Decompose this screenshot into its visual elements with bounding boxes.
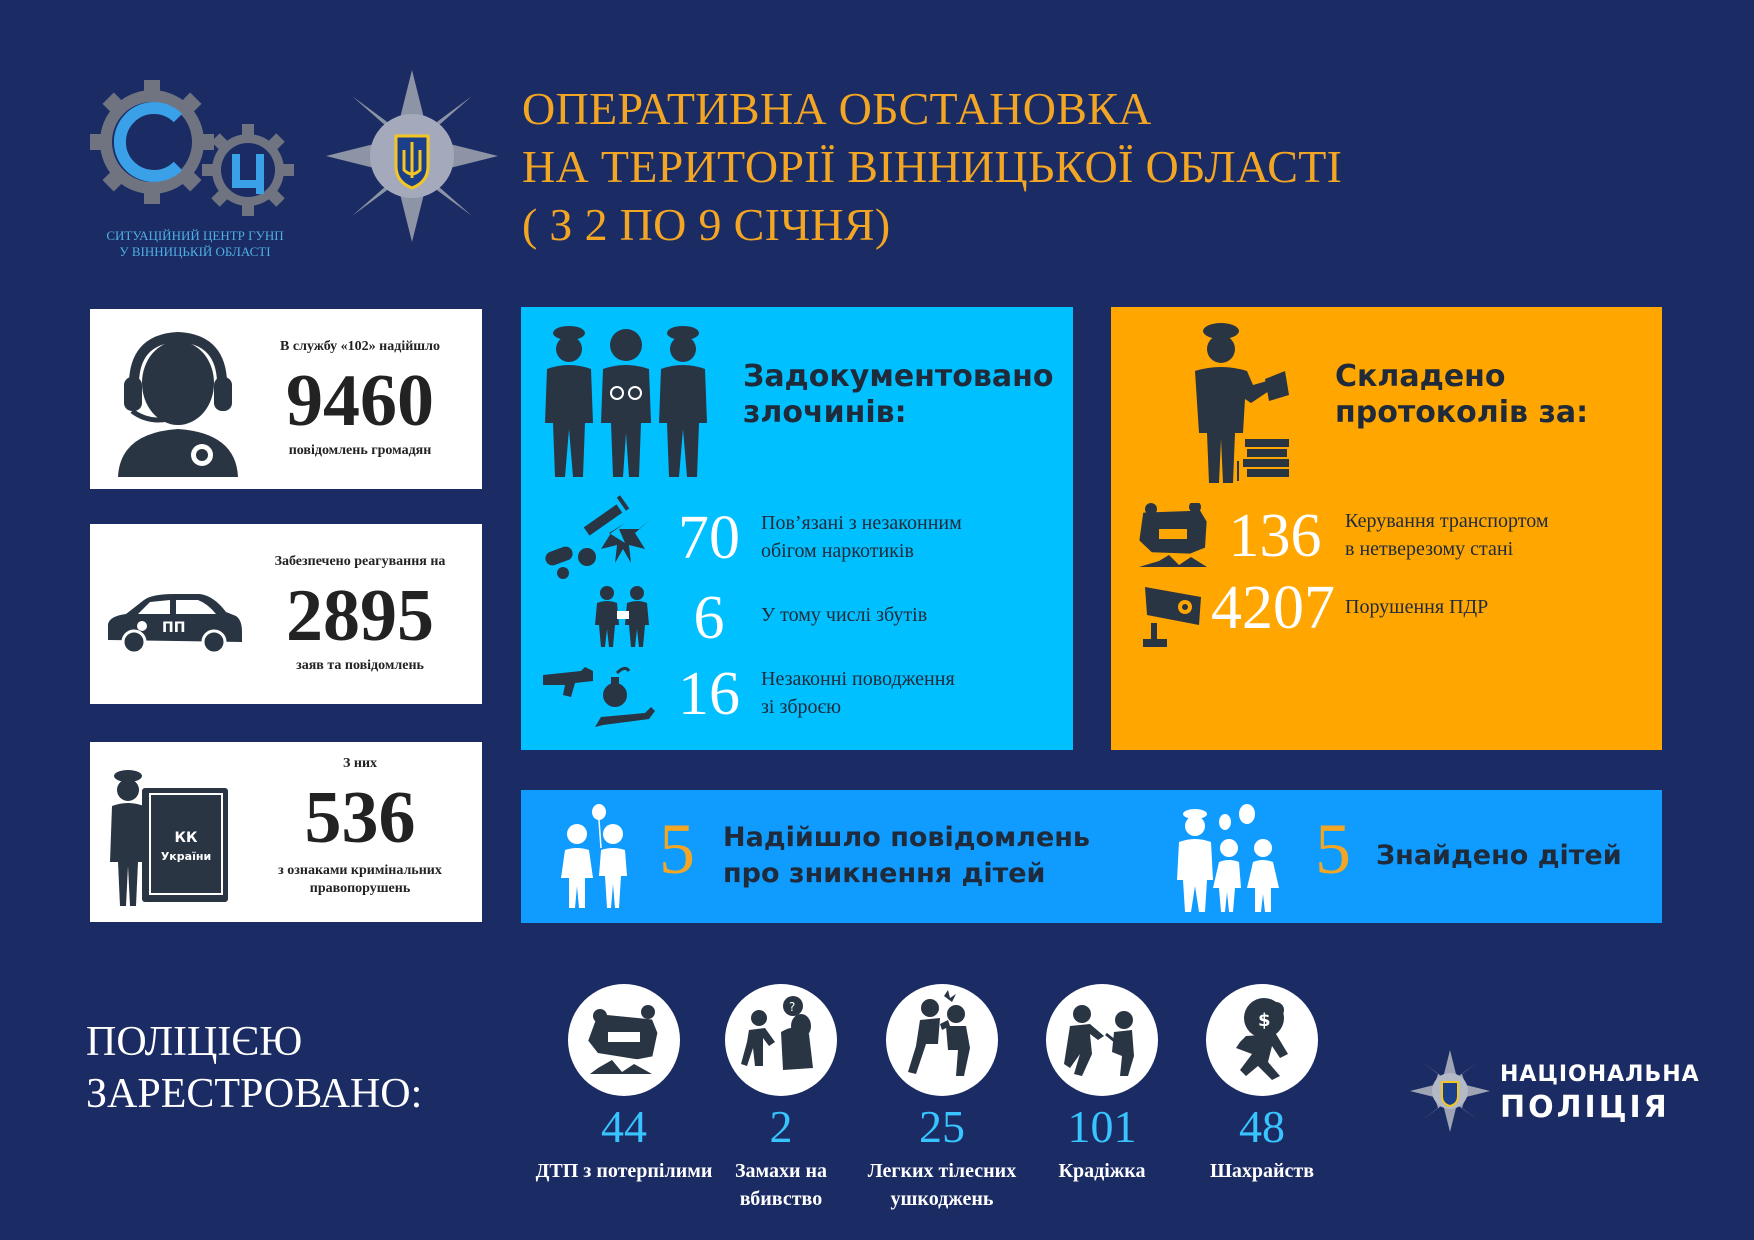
drugs-icon — [543, 495, 657, 579]
national-police-text-2: ПОЛІЦІЯ — [1500, 1090, 1670, 1125]
response-card-bottom-text: заяв та повідомлень — [296, 658, 424, 673]
codex-label-2: України — [160, 850, 212, 863]
theft-circle — [1046, 984, 1158, 1096]
situation-center-logo — [86, 76, 306, 226]
theft-value: 101 — [1067, 1101, 1137, 1152]
calls-card — [90, 309, 482, 489]
situation-center-caption: СИТУАЦІЙНИЙ ЦЕНТР ГУНП У ВІННИЦЬКІЙ ОБЛАСТІ — [106, 228, 284, 259]
criminal-card-value: 536 — [304, 777, 416, 859]
fraud-value: 48 — [1239, 1101, 1285, 1152]
found-children-value: 5 — [1315, 809, 1351, 889]
criminal-card — [90, 742, 482, 922]
national-police-text-1: НАЦІОНАЛЬНА — [1500, 1062, 1700, 1087]
fraud-circle — [1206, 984, 1318, 1096]
children-panel — [521, 790, 1662, 923]
question-mark: ? — [789, 1000, 796, 1014]
car-crash-circle — [568, 984, 680, 1096]
weapons-label: Незаконні поводження зі зброєю — [761, 668, 955, 718]
fraud-label: Шахрайств — [1209, 1160, 1315, 1182]
calls-card-top-text: В службу «102» надійшло — [280, 339, 440, 354]
attack-value: 2 — [769, 1101, 793, 1152]
operator-headset-icon — [108, 323, 248, 477]
car-label: ПП — [162, 620, 186, 636]
traffic-violations-value: 4207 — [1211, 574, 1335, 642]
sales-label: У тому числі збутів — [761, 604, 928, 626]
attack-icon — [725, 984, 837, 1096]
criminal-card-top-text: З них — [342, 756, 378, 771]
car-crash-label: ДТП з потерпілими — [535, 1160, 713, 1182]
drunk-driving-label: Керування транспортом в нетверезому стані — [1345, 510, 1549, 560]
criminal-card-bottom-text: з ознаками кримінальних правопорушень — [278, 863, 442, 896]
missing-children-icon — [557, 804, 637, 910]
response-card-value: 2895 — [286, 575, 434, 657]
missing-children-value: 5 — [659, 809, 695, 889]
found-children-label: Знайдено дітей — [1376, 840, 1622, 871]
drugs-value: 70 — [678, 504, 740, 572]
weapons-value: 16 — [678, 660, 740, 728]
fight-label: Легких тілесних ушкоджень — [867, 1160, 1017, 1210]
gears-icon — [86, 76, 306, 226]
fight-icon — [886, 984, 998, 1096]
car-crash-icon — [568, 984, 680, 1096]
theft-label: Крадіжка — [1058, 1160, 1146, 1182]
police-star-icon — [322, 66, 502, 246]
page-title: ОПЕРАТИВНА ОБСТАНОВКА НА ТЕРИТОРІЇ ВІННИЦЬКОЇ ОБЛАСТІ ( З 2 ПО 9 СІЧНЯ) — [522, 83, 1343, 250]
traffic-camera-icon — [1141, 585, 1207, 649]
crimes-heading: Задокументовано злочинів: — [743, 359, 1054, 430]
protocols-panel — [1111, 307, 1662, 750]
response-card — [90, 524, 482, 704]
registered-heading: ПОЛІЦІЄЮ ЗАРЕСТРОВАНО: — [86, 1019, 423, 1117]
drug-dealers-icon — [593, 585, 653, 647]
fight-value: 25 — [919, 1101, 965, 1152]
police-arrest-icon — [541, 323, 711, 477]
fraud-icon — [1206, 984, 1318, 1096]
drunk-driving-value: 136 — [1228, 502, 1322, 570]
weapons-icon — [541, 663, 657, 733]
codex-label-1: КК — [174, 830, 198, 846]
calls-card-value: 9460 — [286, 360, 434, 442]
response-card-top-text: Забезпечено реагування на — [274, 554, 446, 569]
national-police-logo — [1408, 1048, 1708, 1134]
overturned-car-icon — [1135, 503, 1211, 569]
car-crash-value: 44 — [601, 1101, 647, 1152]
missing-children-label: Надійшло повідомлень про зникнення дітей — [723, 822, 1090, 889]
calls-card-bottom-text: повідомлень громадян — [288, 443, 432, 458]
traffic-violations-label: Порушення ПДР — [1345, 596, 1489, 618]
theft-icon — [1046, 984, 1158, 1096]
police-star-logo — [322, 66, 502, 246]
attack-circle — [725, 984, 837, 1096]
dollar-sign: $ — [1258, 1010, 1271, 1031]
found-children-icon — [1177, 800, 1287, 912]
sales-value: 6 — [693, 584, 725, 652]
attack-label: Замахи на вбивство — [734, 1160, 828, 1210]
crimes-panel — [521, 307, 1073, 750]
officer-with-codex-icon — [104, 766, 244, 906]
national-police-star-icon — [1408, 1048, 1492, 1134]
officer-writing-ticket-icon — [1181, 321, 1291, 483]
protocols-heading: Складено протоколів за: — [1335, 359, 1589, 430]
fight-circle — [886, 984, 998, 1096]
drugs-label: Пов’язані з незаконним обігом наркотиків — [761, 512, 962, 562]
police-car-icon — [104, 592, 244, 656]
